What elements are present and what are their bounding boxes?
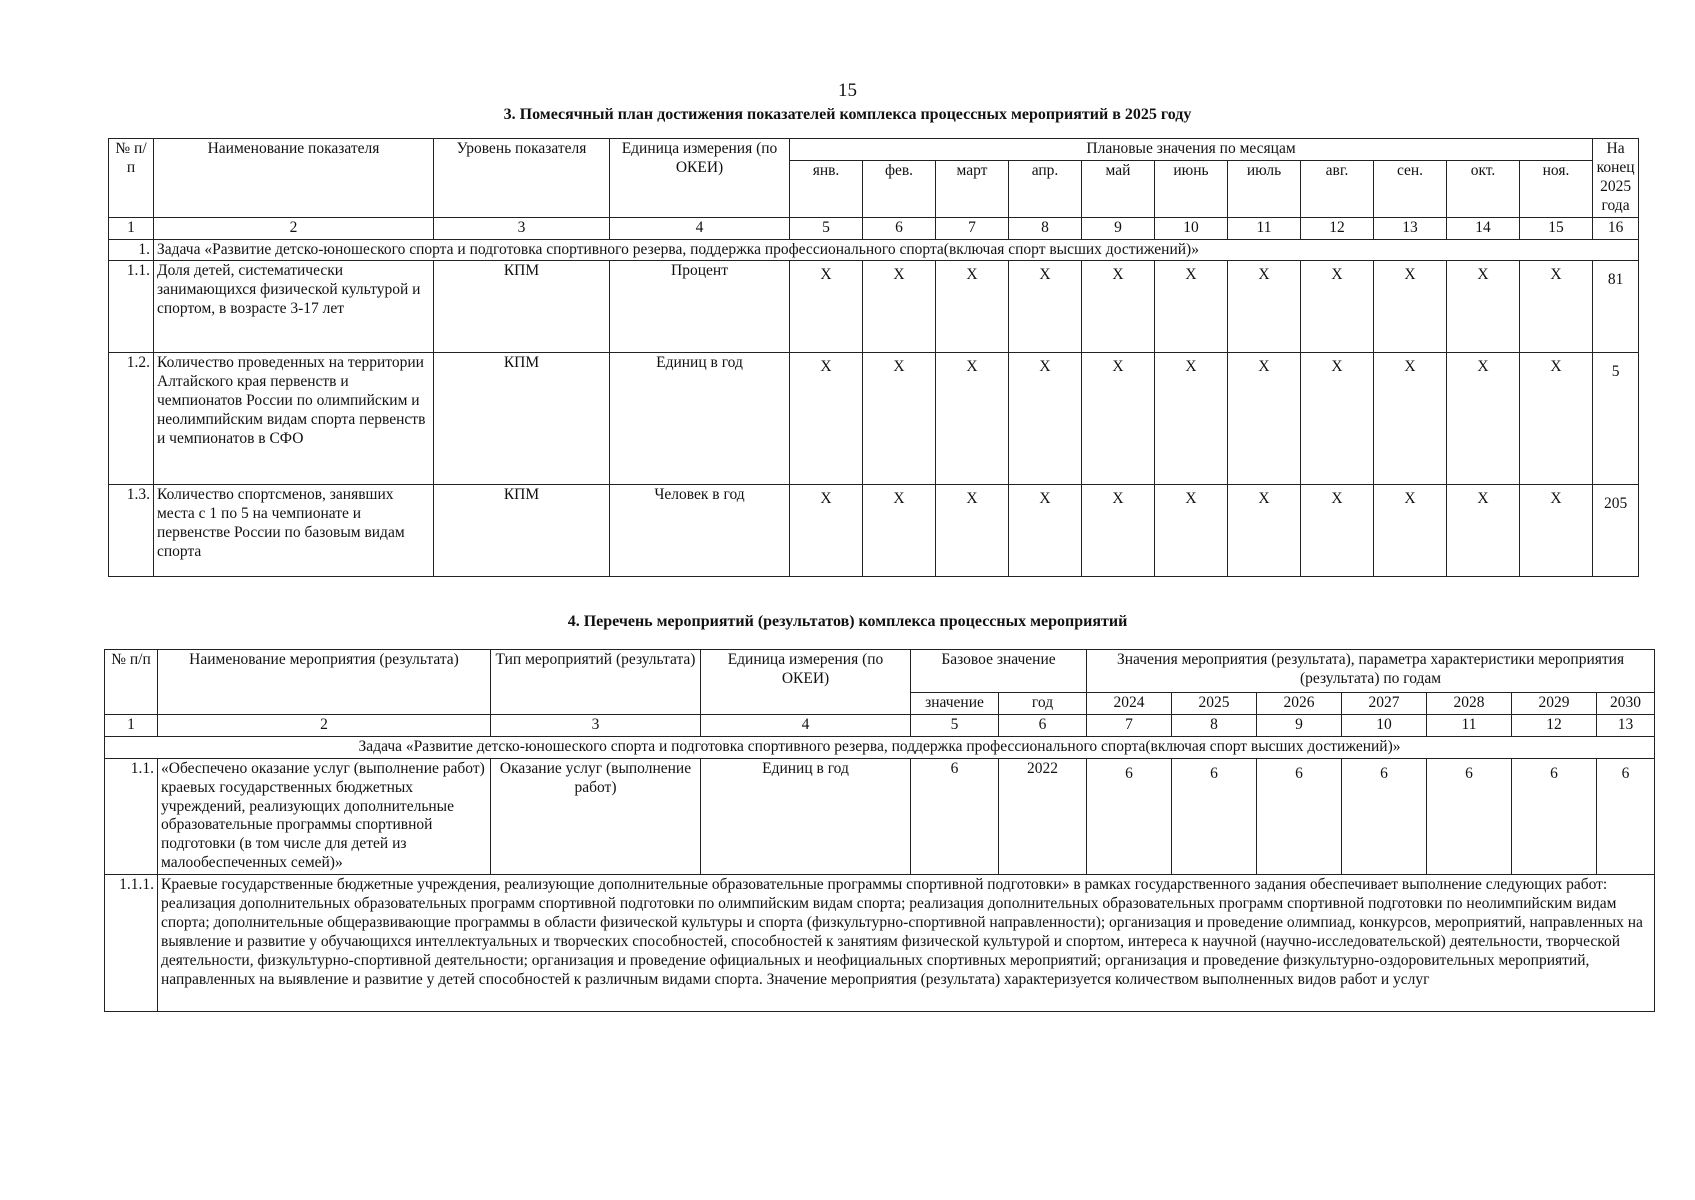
month-value: X — [1009, 353, 1082, 485]
end-of-year-value: 5 — [1593, 353, 1639, 485]
month-value: X — [1228, 485, 1301, 577]
header-base-value-value: значение — [911, 693, 999, 715]
indicator-name: Доля детей, систематически занимающихся физической культурой и спортом, в возрасте 3-17 лет — [154, 261, 434, 353]
header-month: янв. — [790, 161, 863, 218]
month-value: X — [936, 261, 1009, 353]
month-value: X — [1009, 261, 1082, 353]
header-month: март — [936, 161, 1009, 218]
month-value: X — [1374, 485, 1447, 577]
activity-type: Оказание услуг (выполнение работ) — [491, 758, 701, 874]
column-number: 12 — [1301, 217, 1374, 239]
column-number: 3 — [491, 714, 701, 736]
header-year: 2024 — [1087, 693, 1172, 715]
task-row — [105, 736, 1655, 758]
month-value: X — [1155, 485, 1228, 577]
header-month: май — [1082, 161, 1155, 218]
month-value: X — [1301, 353, 1374, 485]
table2-header-row — [105, 650, 1655, 693]
column-number: 5 — [790, 217, 863, 239]
month-value: X — [1155, 261, 1228, 353]
column-number: 5 — [911, 714, 999, 736]
column-number: 3 — [434, 217, 610, 239]
header-month: сен. — [1374, 161, 1447, 218]
year-value: 6 — [1512, 758, 1597, 874]
column-number: 14 — [1447, 217, 1520, 239]
column-number: 6 — [863, 217, 936, 239]
header-activity-type: Тип мероприятий (результата) — [491, 650, 701, 715]
indicator-row — [109, 261, 1639, 353]
activity-name: «Обеспечено оказание услуг (выполнение работ) краевых государственных бюджетных учреждений, реализующих дополнительные образовательные программы спортивной подготовки (в том числе для детей из малообеспеченных семей)» — [158, 758, 491, 874]
year-value: 6 — [1597, 758, 1655, 874]
activities-table — [104, 649, 1655, 1012]
indicator-level: КПМ — [434, 353, 610, 485]
column-number: 4 — [701, 714, 911, 736]
column-number: 10 — [1342, 714, 1427, 736]
indicator-name: Количество спортсменов, занявших места с 1 по 5 на чемпионате и первенстве России по базовым видам спорта — [154, 485, 434, 577]
column-number: 15 — [1520, 217, 1593, 239]
column-number: 2 — [154, 217, 434, 239]
task-text: Задача «Развитие детско-юношеского спорта и подготовка спортивного резерва, поддержка профессионального спорта(включая спорт высших достижений)» — [154, 239, 1639, 261]
task-row — [109, 239, 1639, 261]
header-base-value-year: год — [999, 693, 1087, 715]
month-value: X — [1520, 485, 1593, 577]
month-value: X — [1447, 261, 1520, 353]
activity-unit: Единиц в год — [701, 758, 911, 874]
end-of-year-value: 205 — [1593, 485, 1639, 577]
header-year: 2030 — [1597, 693, 1655, 715]
task-num: 1. — [109, 239, 154, 261]
header-month: авг. — [1301, 161, 1374, 218]
month-value: X — [863, 485, 936, 577]
month-value: X — [1082, 261, 1155, 353]
header-unit: Единица измерения (по ОКЕИ) — [701, 650, 911, 715]
month-value: X — [790, 485, 863, 577]
month-value: X — [1447, 485, 1520, 577]
section-4-title: 4. Перечень мероприятий (результатов) комплекса процессных мероприятий — [567, 613, 1128, 630]
header-year: 2029 — [1512, 693, 1597, 715]
base-value: 6 — [911, 758, 999, 874]
month-value: X — [1520, 261, 1593, 353]
activity-description-row — [105, 875, 1655, 1012]
header-year: 2026 — [1257, 693, 1342, 715]
header-month: ноя. — [1520, 161, 1593, 218]
column-number: 11 — [1427, 714, 1512, 736]
column-number: 9 — [1082, 217, 1155, 239]
column-number: 13 — [1597, 714, 1655, 736]
month-value: X — [1374, 261, 1447, 353]
header-num: № п/п — [109, 139, 154, 218]
header-base-value: Базовое значение — [911, 650, 1087, 693]
header-planned-values: Плановые значения по месяцам — [790, 139, 1593, 161]
month-value: X — [1155, 353, 1228, 485]
header-month: июнь — [1155, 161, 1228, 218]
month-value: X — [936, 485, 1009, 577]
column-number: 16 — [1593, 217, 1639, 239]
month-value: X — [1374, 353, 1447, 485]
end-of-year-value: 81 — [1593, 261, 1639, 353]
row-num: 1.1.1. — [105, 875, 158, 1012]
month-value: X — [1228, 261, 1301, 353]
header-year: 2025 — [1172, 693, 1257, 715]
month-value: X — [790, 261, 863, 353]
header-unit: Единица измерения (по ОКЕИ) — [610, 139, 790, 218]
column-number: 13 — [1374, 217, 1447, 239]
indicator-name: Количество проведенных на территории Алтайского края первенств и чемпионатов России по олимпийским и неолимпийским видам спорта первенств и чемпионатов в СФО — [154, 353, 434, 485]
column-number: 4 — [610, 217, 790, 239]
column-number: 8 — [1172, 714, 1257, 736]
year-value: 6 — [1427, 758, 1512, 874]
indicator-unit: Человек в год — [610, 485, 790, 577]
header-month: апр. — [1009, 161, 1082, 218]
row-num: 1.3. — [109, 485, 154, 577]
indicator-unit: Единиц в год — [610, 353, 790, 485]
indicator-unit: Процент — [610, 261, 790, 353]
column-number: 2 — [158, 714, 491, 736]
column-number: 12 — [1512, 714, 1597, 736]
month-value: X — [1301, 261, 1374, 353]
header-month: июль — [1228, 161, 1301, 218]
column-number: 9 — [1257, 714, 1342, 736]
page-number: 15 — [838, 80, 857, 101]
header-indicator-level: Уровень показателя — [434, 139, 610, 218]
column-number: 1 — [105, 714, 158, 736]
year-value: 6 — [1172, 758, 1257, 874]
table1-header-row — [109, 139, 1639, 161]
header-num: № п/п — [105, 650, 158, 715]
indicator-level: КПМ — [434, 261, 610, 353]
header-month: окт. — [1447, 161, 1520, 218]
activity-row — [105, 758, 1655, 874]
year-value: 6 — [1257, 758, 1342, 874]
indicator-row — [109, 353, 1639, 485]
header-year: 2027 — [1342, 693, 1427, 715]
month-value: X — [936, 353, 1009, 485]
month-value: X — [1447, 353, 1520, 485]
header-values-by-year: Значения мероприятия (результата), параметра характеристики мероприятия (результата) по годам — [1087, 650, 1655, 693]
column-number: 1 — [109, 217, 154, 239]
month-value: X — [863, 261, 936, 353]
column-number: 7 — [936, 217, 1009, 239]
table2-column-numbers — [105, 714, 1655, 736]
indicator-row — [109, 485, 1639, 577]
month-value: X — [1009, 485, 1082, 577]
row-num: 1.1. — [105, 758, 158, 874]
column-number: 7 — [1087, 714, 1172, 736]
row-num: 1.1. — [109, 261, 154, 353]
column-number: 11 — [1228, 217, 1301, 239]
header-end-of-year: На конец 2025 года — [1593, 139, 1639, 218]
indicator-level: КПМ — [434, 485, 610, 577]
activity-description: Краевые государственные бюджетные учреждения, реализующие дополнительные образовательные программы спортивной подготовки» в рамках государственного задания обеспечивает выполнение следующих работ: реализация дополнительных образовательных программ спортивной подготовки по олимпийским видам спорта; реализация дополнительных образовательных программ спортивной подготовки по неолимпийским видам спорта; дополнительные общеразвивающие программы в области физической культуры и спорта (физкультурно-спортивной направленности); организация и проведение олимпиад, конкурсов, мероприятий, направленных на выявление и развитие у обучающихся интеллектуальных и творческих способностей, способностей к занятиям физической культурой и спортом, интереса к научной (научно-исследовательской) деятельности, творческой деятельности, физкультурно-спортивной деятельности; организация и проведение официальных и неофициальных спортивных мероприятий; организация и проведение физкультурно-оздоровительных мероприятий, направленных на выявление и развитие у детей способностей к различным видами спорта. Значение мероприятия (результата) характеризуется количеством выполненных видов работ и услуг — [158, 875, 1655, 1012]
column-number: 10 — [1155, 217, 1228, 239]
month-value: X — [863, 353, 936, 485]
header-activity-name: Наименование мероприятия (результата) — [158, 650, 491, 715]
column-number: 8 — [1009, 217, 1082, 239]
row-num: 1.2. — [109, 353, 154, 485]
year-value: 6 — [1342, 758, 1427, 874]
month-value: X — [1082, 485, 1155, 577]
table1-column-numbers — [109, 217, 1639, 239]
month-value: X — [1228, 353, 1301, 485]
header-indicator-name: Наименование показателя — [154, 139, 434, 218]
header-year: 2028 — [1427, 693, 1512, 715]
task-text: Задача «Развитие детско-юношеского спорта и подготовка спортивного резерва, поддержка профессионального спорта(включая спорт высших достижений)» — [105, 736, 1655, 758]
section-3-title: 3. Помесячный план достижения показателей комплекса процессных мероприятий в 2025 году — [503, 106, 1192, 123]
header-month: фев. — [863, 161, 936, 218]
month-value: X — [1082, 353, 1155, 485]
base-year: 2022 — [999, 758, 1087, 874]
month-value: X — [1301, 485, 1374, 577]
column-number: 6 — [999, 714, 1087, 736]
month-value: X — [790, 353, 863, 485]
year-value: 6 — [1087, 758, 1172, 874]
monthly-plan-table — [108, 138, 1639, 577]
month-value: X — [1520, 353, 1593, 485]
